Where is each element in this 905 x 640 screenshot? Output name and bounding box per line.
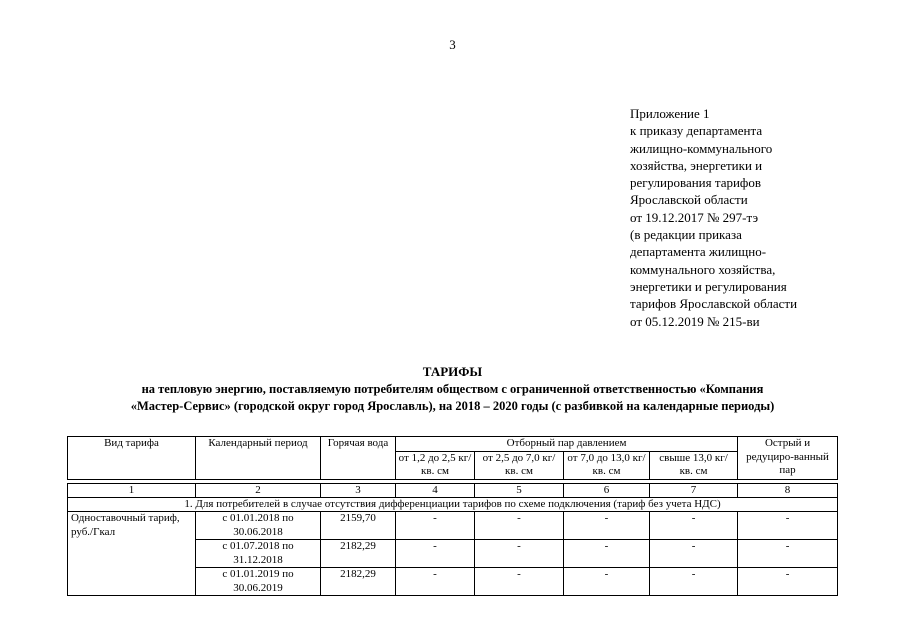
- value-cell: -: [475, 540, 564, 568]
- subtitle-line-1: на тепловую энергию, поставляемую потребителям обществом с ограниченной ответственностью «Компания: [141, 382, 764, 396]
- column-number: 5: [475, 483, 564, 497]
- section-row: [68, 497, 838, 512]
- header-steam-1: от 1,2 до 2,5 кг/ кв. см: [396, 451, 475, 479]
- appendix-line: Ярославской области: [630, 192, 748, 208]
- value-cell: -: [650, 540, 738, 568]
- hot-water-value: 2159,70: [321, 512, 396, 540]
- value-cell: -: [564, 512, 650, 540]
- appendix-line: к приказу департамента: [630, 123, 763, 139]
- column-number: 4: [396, 483, 475, 497]
- column-number: 3: [321, 483, 396, 497]
- period-cell: с 01.01.2018 по 30.06.2018: [196, 512, 321, 540]
- value-cell: -: [738, 568, 838, 596]
- appendix-line: хозяйства, энергетики и: [630, 157, 763, 173]
- document-title: ТАРИФЫ: [422, 364, 483, 379]
- value-cell: -: [396, 568, 475, 596]
- column-number: 8: [738, 483, 838, 497]
- hot-water-value: 2182,29: [321, 568, 396, 596]
- header-steam-3: от 7,0 до 13,0 кг/ кв. см: [564, 451, 650, 479]
- appendix-line: Приложение 1: [630, 106, 710, 121]
- appendix-line: от 05.12.2019 № 215-ви: [630, 313, 760, 329]
- column-number-row: [68, 483, 838, 497]
- header-period: Календарный период: [196, 437, 321, 480]
- tariff-table: [67, 436, 838, 596]
- header-steam-4: свыше 13,0 кг/ кв. см: [650, 451, 738, 479]
- section-1-title: 1. Для потребителей в случае отсутствия дифференциации тарифов по схеме подключения (тариф без учета НДС): [68, 497, 838, 512]
- column-number: 2: [196, 483, 321, 497]
- period-cell: с 01.01.2019 по 30.06.2019: [196, 568, 321, 596]
- value-cell: -: [475, 568, 564, 596]
- header-steam-2: от 2,5 до 7,0 кг/ кв. см: [475, 451, 564, 479]
- value-cell: -: [564, 540, 650, 568]
- header-tariff-type: Вид тарифа: [68, 437, 196, 480]
- period-cell: с 01.07.2018 по 31.12.2018: [196, 540, 321, 568]
- value-cell: -: [396, 540, 475, 568]
- appendix-line: департамента жилищно-: [630, 244, 767, 260]
- value-cell: -: [475, 512, 564, 540]
- appendix-line: энергетики и регулирования: [630, 278, 787, 294]
- value-cell: -: [650, 512, 738, 540]
- column-number: 1: [68, 483, 196, 497]
- appendix-line: от 19.12.2017 № 297-тэ: [630, 209, 759, 225]
- appendix-line: коммунального хозяйства,: [630, 261, 776, 277]
- value-cell: -: [738, 512, 838, 540]
- value-cell: -: [650, 568, 738, 596]
- header-steam-group: Отборный пар давлением: [396, 437, 738, 452]
- value-cell: -: [738, 540, 838, 568]
- document-subtitle: [0, 381, 905, 415]
- appendix-block: [630, 105, 797, 330]
- header-sharp-steam: Острый и редуциро-ванный пар: [738, 437, 838, 480]
- appendix-line: регулирования тарифов: [630, 175, 761, 191]
- tariff-name: Одноставочный тариф, руб./Гкал: [68, 512, 196, 596]
- subtitle-line-2: «Мастер-Сервис» (городской округ город Ярославль), на 2018 – 2020 годы (с разбивкой на календарные периоды): [130, 399, 775, 413]
- page-number: 3: [449, 37, 456, 52]
- table-row: [68, 512, 838, 540]
- hot-water-value: 2182,29: [321, 540, 396, 568]
- column-number: 6: [564, 483, 650, 497]
- value-cell: -: [564, 568, 650, 596]
- appendix-line: (в редакции приказа: [630, 227, 742, 243]
- header-row: [68, 437, 838, 452]
- appendix-line: тарифов Ярославской области: [630, 296, 798, 312]
- header-hot-water: Горячая вода: [321, 437, 396, 480]
- value-cell: -: [396, 512, 475, 540]
- appendix-line: жилищно-коммунального: [630, 140, 773, 156]
- column-number: 7: [650, 483, 738, 497]
